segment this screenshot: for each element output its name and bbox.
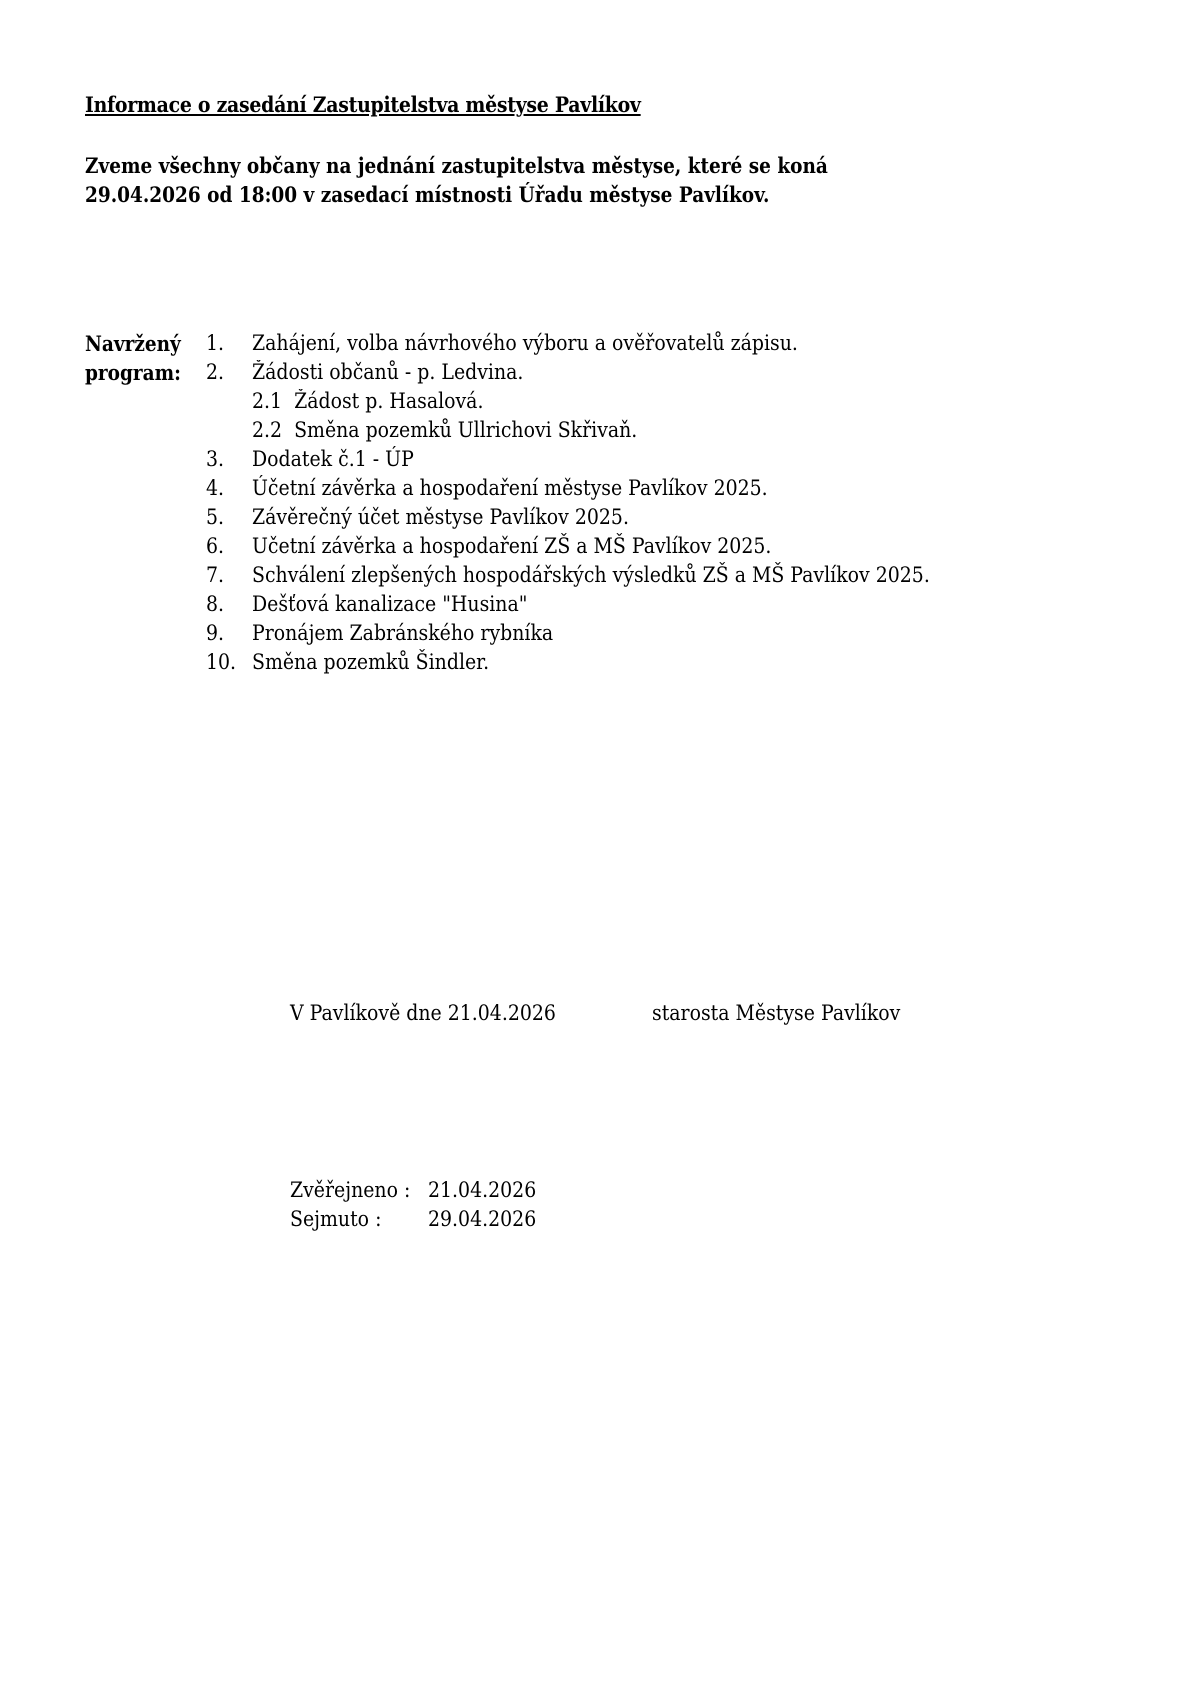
published-date: 21.04.2026 — [428, 1178, 537, 1202]
document-title: Informace o zasedání Zastupitelstva městyse Pavlíkov — [85, 92, 641, 117]
agenda-item-text: Dešťová kanalizace "Husina" — [252, 592, 528, 616]
program-label-line-1: Navržený — [85, 331, 181, 356]
agenda-item-text: Dodatek č.1 - ÚP — [252, 447, 414, 471]
agenda-item-number: 4. — [206, 476, 225, 500]
agenda-subitem-text: 2.1 Žádost p. Hasalová. — [252, 389, 484, 413]
removed-date: 29.04.2026 — [428, 1207, 537, 1231]
agenda-item-number: 2. — [206, 360, 225, 384]
signature-signatory: starosta Městyse Pavlíkov — [652, 1001, 901, 1025]
invitation-text — [85, 151, 828, 209]
invitation-line-1: Zveme všechny občany na jednání zastupitelstva městyse, které se koná — [85, 153, 828, 178]
agenda-item-text: Schválení zlepšených hospodářských výsledků ZŠ a MŠ Pavlíkov 2025. — [252, 563, 930, 587]
agenda-item-number: 7. — [206, 563, 225, 587]
agenda-item-number: 3. — [206, 447, 225, 471]
agenda-item-number: 1. — [206, 331, 225, 355]
agenda-item-number: 6. — [206, 534, 225, 558]
agenda-item-number: 5. — [206, 505, 225, 529]
agenda-item-text: Pronájem Zabránského rybníka — [252, 621, 554, 645]
agenda-item-text: Závěrečný účet městyse Pavlíkov 2025. — [252, 505, 629, 529]
agenda-item-text: Žádosti občanů - p. Ledvina. — [252, 360, 524, 384]
agenda-item-text: Zahájení, volba návrhového výboru a ověřovatelů zápisu. — [252, 331, 798, 355]
agenda-item-text: Učetní závěrka a hospodaření ZŠ a MŠ Pavlíkov 2025. — [252, 534, 772, 558]
agenda-item-number: 10. — [206, 650, 237, 674]
published-label: Zvěřejneno : — [290, 1178, 411, 1202]
agenda-item-number: 8. — [206, 592, 225, 616]
invitation-line-2: 29.04.2026 od 18:00 v zasedací místnosti Úřadu městyse Pavlíkov. — [85, 182, 770, 207]
agenda-subitem-text: 2.2 Směna pozemků Ullrichovi Skřivaň. — [252, 418, 638, 442]
agenda-item-text: Účetní závěrka a hospodaření městyse Pavlíkov 2025. — [252, 476, 768, 500]
program-label-line-2: program: — [85, 360, 182, 385]
program-label — [85, 329, 181, 387]
agenda-item-text: Směna pozemků Šindler. — [252, 650, 490, 674]
removed-label: Sejmuto : — [290, 1207, 382, 1231]
signature-place-date: V Pavlíkově dne 21.04.2026 — [290, 1001, 556, 1025]
agenda-item-number: 9. — [206, 621, 225, 645]
